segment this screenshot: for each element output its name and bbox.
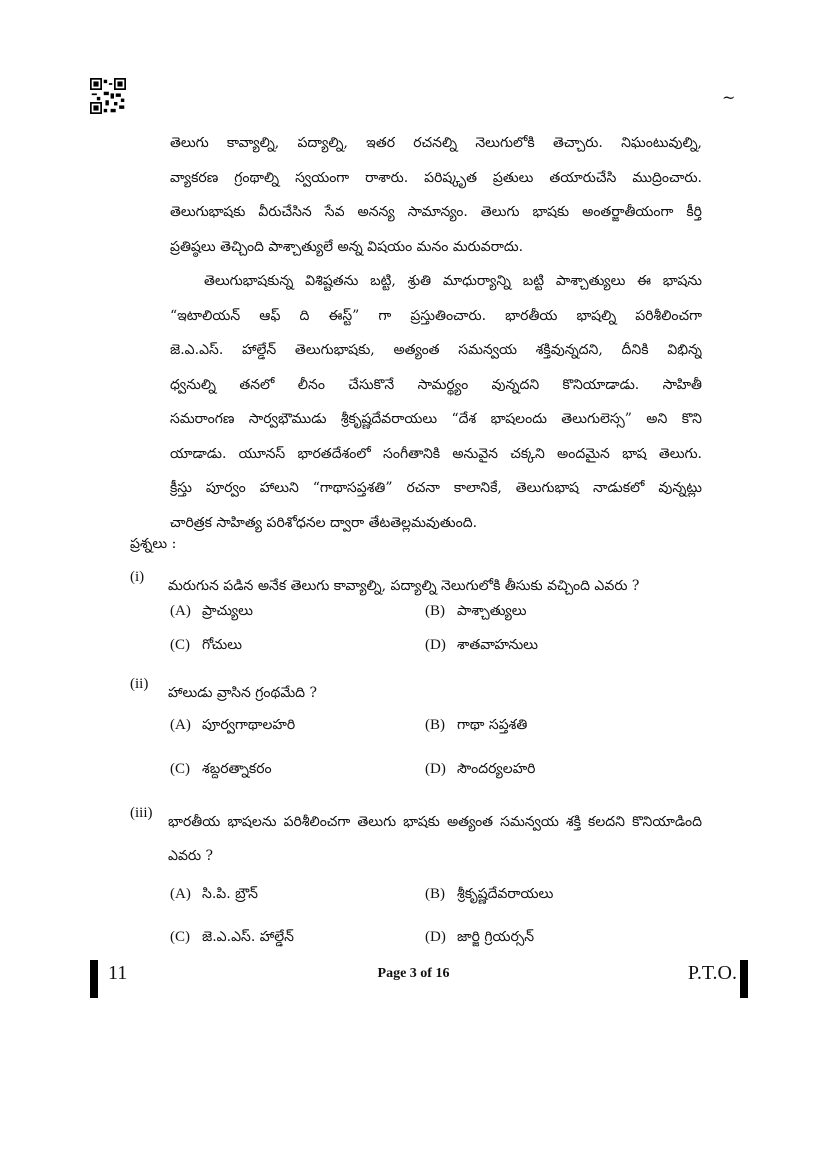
option-c: (C) శబ్దరత్నాకరం [170,761,272,777]
question-number: (iii) [130,805,153,821]
questions-heading: ప్రశ్నలు : [130,536,177,552]
header-mark: ~ [722,88,736,107]
option-b: (B) శ్రీకృష్ణదేవరాయలు [425,886,554,902]
question-text: హాలుడు వ్రాసిన గ్రంథమేది ? [168,685,318,701]
question-text: మరుగున పడిన అనేక తెలుగు కావ్యాల్ని, పద్యాల్ని నెలుగులోకి తీసుకు వచ్చింది ఎవరు ? [168,578,640,594]
passage-line: క్రీస్తు పూర్వం హాలుని “గాథాసప్తశతి” రచనా కాలానికే, తెలుగుభాష నాడుకలో వున్నట్లు [170,480,702,496]
passage-line: తెలుగు కావ్యాల్ని, పద్యాల్ని, ఇతర రచనల్ని నెలుగులోకి తెచ్చారు. నిఘంటువుల్ని, [170,135,702,151]
page-number: Page 3 of 16 [377,966,450,981]
question-number: (ii) [130,676,149,692]
option-a: (A) పూర్వగాథాలహరి [170,717,296,733]
option-a: (A) ప్రాచ్యులు [170,603,253,619]
pto-label: P.T.O. [687,962,737,984]
option-c: (C) జె.ఎ.ఎస్. హాల్డేన్ [170,929,294,945]
option-a: (A) సి.పి. బ్రౌన్ [170,886,258,902]
option-d: (D) శాతవాహనులు [425,637,538,653]
passage-line: వ్యాకరణ గ్రంథాల్ని స్వయంగా రాశారు. పరిష్కృత ప్రతులు తయారుచేసి ముద్రించారు. [170,169,702,186]
option-b: (B) గాథా సప్తశతి [425,717,528,733]
passage-line: తెలుగుభాషకు వీరుచేసిన సేవ అనన్య సామాన్యం. తెలుగు భాషకు అంతర్జాతీయంగా కీర్తి [170,204,702,220]
passage-line: “ఇటాలియన్ ఆఫ్ ది ఈస్ట్” గా ప్రస్తుతించారు. భారతీయ భాషల్ని పరిశీలించగా [170,307,702,324]
option-c: (C) గోచులు [170,637,243,653]
passage-line: ధ్వనుల్ని తనలో లీనం చేసుకొనే సామర్థ్యం వున్నదని కొనియాడాడు. సాహితీ [170,376,702,393]
option-d: (D) సౌందర్యలహరి [425,761,536,777]
passage-line: జె.ఎ.ఎస్. హాల్డేన్ తెలుగుభాషకు, అత్యంత సమన్వయ శక్తివున్నదని, దీనికి విభిన్న [170,342,702,358]
option-d: (D) జార్జి గ్రియర్సన్ [425,929,535,945]
passage-line: తెలుగుభాషకున్న విశిష్టతను బట్టి, శ్రుతి మాధుర్యాన్ని బట్టి పాశ్చాత్యులు ఈ భాషను [204,273,702,289]
question-number: (i) [130,569,145,585]
paper-code: 11 [108,962,128,984]
passage-line: చారిత్రక సాహిత్య పరిశోధనల ద్వారా తేటతెల్లమవుతుంది. [170,514,478,531]
passage-line: సమరాంగణ సార్వభౌముడు శ్రీకృష్ణదేవరాయలు “దేశ భాషలందు తెలుగులెస్స” అని కొని [170,411,702,427]
passage-line: యాడాడు. యూనస్ భారతదేశంలో సంగీతానికి అనువైన చక్కని అందమైన భాష తెలుగు. [170,445,702,462]
question-text: భారతీయ భాషలను పరిశీలించగా తెలుగు భాషకు అత్యంత సమన్వయ శక్తి కలదని కొనియాడింది ఎవరు ? [168,814,702,864]
option-b: (B) పాశ్చాత్యులు [425,603,527,619]
passage-line: ప్రతిష్ఠలు తెచ్చింది పాశ్చాత్యులే అన్న విషయం మనం మరువరాదు. [170,238,524,255]
reading-passage [170,126,702,540]
qr-code-icon [90,78,126,114]
footer-right-bar [740,960,748,998]
